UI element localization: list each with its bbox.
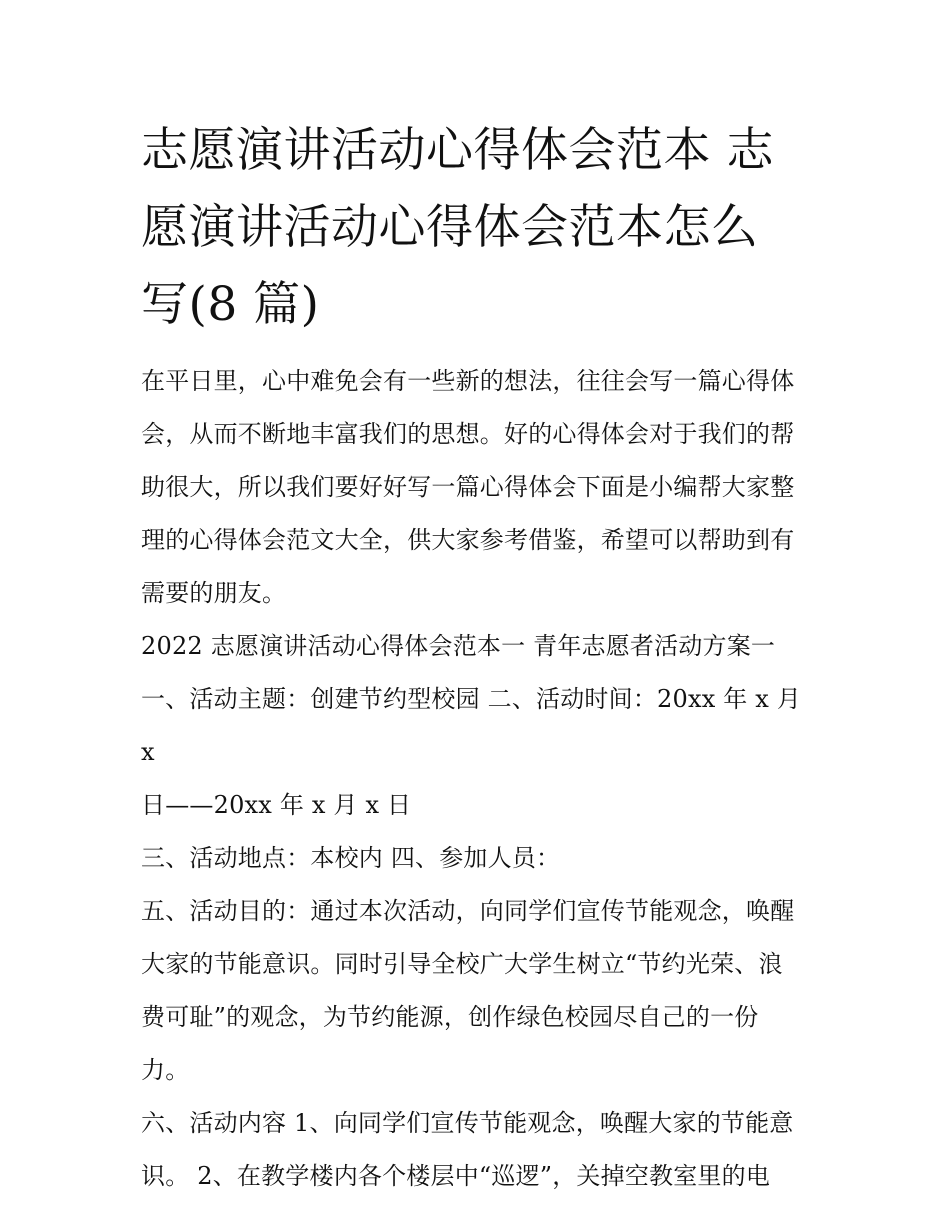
activity-purpose: [141, 885, 821, 1097]
text-line: 理的心得体会范文大全，供大家参考借鉴，希望可以帮助到有: [141, 526, 795, 554]
activity-location-participants: [141, 832, 821, 885]
text-line: 助很大，所以我们要好好写一篇心得体会下面是小编帮大家整: [141, 473, 795, 501]
text-line: 五、活动目的：通过本次活动，向同学们宣传节能观念，唤醒: [141, 897, 795, 925]
text-line: 三、活动地点：本校内 四、参加人员：: [141, 844, 561, 872]
text-line: 力。: [141, 1056, 190, 1084]
activity-content: [141, 1097, 821, 1203]
text-line: 费可耻”的观念，为节约能源，创作绿色校园尽自己的一份: [141, 1003, 759, 1031]
text-line: 大家的节能意识。同时引导全校广大学生树立“节约光荣、浪: [141, 950, 783, 978]
document-title: [141, 112, 821, 343]
title-line: 愿演讲活动心得体会范本怎么: [141, 200, 759, 255]
title-line: 写(8 篇): [141, 277, 320, 332]
document-body: [141, 355, 821, 1203]
intro-paragraph: [141, 355, 821, 620]
text-line: 识。 2、在教学楼内各个楼层中“巡逻”，关掉空教室里的电: [141, 1162, 771, 1190]
activity-theme-time: [141, 673, 821, 832]
title-line: 志愿演讲活动心得体会范本 志: [141, 123, 774, 178]
section-heading: [141, 620, 821, 673]
text-line: 在平日里，心中难免会有一些新的想法，往往会写一篇心得体: [141, 367, 795, 395]
text-line: 日——20xx 年 x 月 x 日: [141, 791, 412, 819]
text-line: 2022 志愿演讲活动心得体会范本一 青年志愿者活动方案一: [141, 632, 776, 660]
text-line: 需要的朋友。: [141, 579, 287, 607]
text-line: 会，从而不断地丰富我们的思想。好的心得体会对于我们的帮: [141, 420, 795, 448]
text-line: 六、活动内容 1、向同学们宣传节能观念，唤醒大家的节能意: [141, 1109, 794, 1137]
text-line: 一、活动主题：创建节约型校园 二、活动时间：20xx 年 x 月 x: [141, 685, 802, 766]
